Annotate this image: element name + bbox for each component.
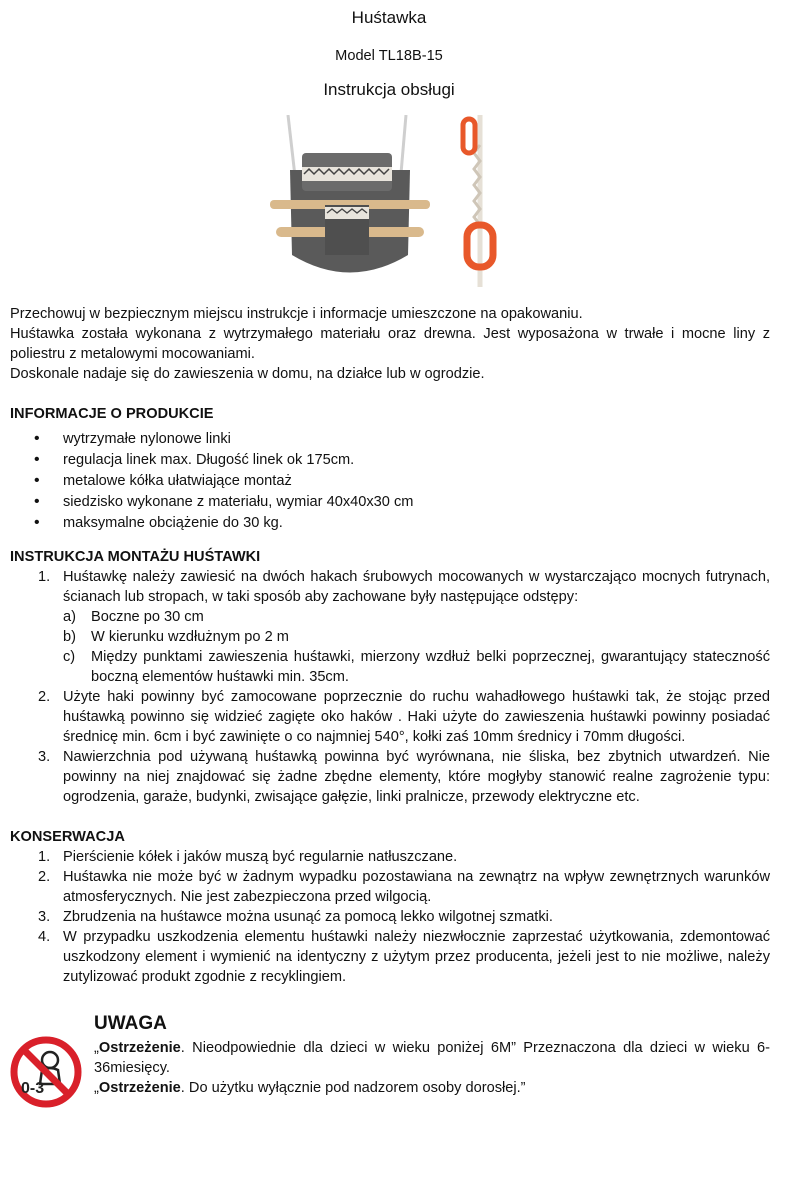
maintenance-step <box>10 847 770 867</box>
maintenance-step <box>10 927 770 987</box>
quote-mark: „ <box>94 1040 99 1056</box>
substep-letter: b) <box>63 629 76 645</box>
warning-text: . Do użytku wyłącznie pod nadzorem osoby dorosłej.” <box>180 1080 526 1096</box>
maintenance-step <box>10 867 770 907</box>
age-restriction-icon <box>10 1036 82 1108</box>
document-title: Huśtawka <box>351 8 427 27</box>
step-number: 3. <box>38 749 51 765</box>
intro-paragraph: Doskonale nadaje się do zawieszenia w domu, na działce lub w ogrodzie. <box>10 366 485 382</box>
assembly-heading: INSTRUKCJA MONTAŻU HUŚTAWKI <box>10 549 261 565</box>
substep-text: Między punktami zawieszenia huśtawki, mierzony wzdłuż belki poprzecznej, gwarantujący stateczność boczną elementów huśtawki min. 35cm. <box>91 649 770 685</box>
step-text: Zbrudzenia na huśtawce można usunąć za pomocą lekko wilgotnej szmatki. <box>63 909 553 925</box>
model-number: Model TL18B-15 <box>335 48 443 64</box>
product-info-section <box>10 404 770 534</box>
substep-text: Boczne po 30 cm <box>91 609 204 625</box>
assembly-substep <box>63 647 770 687</box>
step-number: 4. <box>38 929 51 945</box>
substep-letter: a) <box>63 609 76 625</box>
manual-title: Instrukcja obsługi <box>323 80 455 99</box>
product-info-item: • metalowe kółka ułatwiające montaż <box>10 471 770 492</box>
step-text: Huśtawka nie może być w żadnym wypadku pozostawiana na zewnątrz na wpływ zewnętrznych warunków atmosferycznych. Nie jest zabezpieczona przed wilgocią. <box>63 869 770 905</box>
step-text: Użyte haki powinny być zamocowane poprzecznie do ruchu wahadłowego huśtawki tak, że stojąc przed huśtawką powinno się widzieć zagięte oko haków . Haki użyte do zawieszenia huśtawki powinny posiadać średnicę min. 6cm i być zawinięte o co najmniej 540°, kołki zaś 10mm średnicy i 70mm długości. <box>63 689 770 745</box>
step-number: 1. <box>38 569 51 585</box>
warning-label: Ostrzeżenie <box>98 1040 181 1056</box>
warning-heading: UWAGA <box>94 1013 167 1034</box>
product-info-item: • regulacja linek max. Długość linek ok 175cm. <box>10 450 770 471</box>
assembly-substep <box>63 627 770 647</box>
quote-mark: „ <box>94 1080 99 1096</box>
substep-letter: c) <box>63 649 76 665</box>
warning-line <box>94 1038 770 1078</box>
substep-text: W kierunku wzdłużnym po 2 m <box>91 629 289 645</box>
warning-line <box>94 1078 770 1098</box>
product-info-item: • wytrzymałe nylonowe linki <box>10 429 770 450</box>
warning-label: Ostrzeżenie <box>98 1080 181 1096</box>
assembly-step <box>10 687 770 747</box>
step-number: 2. <box>38 869 51 885</box>
age-range-label: 0-3 <box>21 1080 45 1097</box>
assembly-substep <box>63 607 770 627</box>
step-text: Huśtawkę należy zawiesić na dwóch hakach śrubowych mocowanych w wystarczająco mocnych futrynach, ścianach lub stropach, w taki sposób aby zachowane były następujące odstępy: <box>63 569 770 605</box>
product-info-item: • siedzisko wykonane z materiału, wymiar 40x40x30 cm <box>10 492 770 513</box>
step-number: 2. <box>38 689 51 705</box>
intro-paragraph: Huśtawka została wykonana z wytrzymałego materiału oraz drewna. Jest wyposażona w trwałe i mocne liny z poliestru z metalowymi mocowaniami. <box>10 326 770 362</box>
swing-photo <box>270 115 430 285</box>
product-info-item: • maksymalne obciążenie do 30 kg. <box>10 513 770 534</box>
assembly-step <box>10 747 770 807</box>
maintenance-heading: KONSERWACJA <box>10 829 125 845</box>
assembly-section <box>10 547 770 807</box>
maintenance-step <box>10 907 770 927</box>
step-text: Pierścienie kółek i jaków muszą być regularnie natłuszczane. <box>63 849 458 865</box>
assembly-step <box>10 567 770 687</box>
warning-body <box>94 1038 770 1098</box>
maintenance-section <box>10 827 770 987</box>
step-text: Nawierzchnia pod używaną huśtawką powinna być wyrównana, nie śliska, bez zbytnich utwardzeń. Nie powinny na niej znajdować się żadne zbędne elementy, które mogłyby stanowić realne zagrożenie typu: ogrodzenia, garaże, budynki, zwisające gałęzie, linki pralnicze, przewody elektryczne etc. <box>63 749 770 805</box>
intro-section <box>10 304 770 384</box>
step-number: 1. <box>38 849 51 865</box>
step-number: 3. <box>38 909 51 925</box>
intro-paragraph: Przechowuj w bezpiecznym miejscu instrukcje i informacje umieszczone na opakowaniu. <box>10 306 583 322</box>
product-info-heading: INFORMACJE O PRODUKCIE <box>10 406 214 422</box>
warning-text: . Nieodpowiednie dla dzieci w wieku poniżej 6M” Przeznaczona dla dzieci w wieku 6-36miesięcy. <box>94 1040 770 1076</box>
rope-detail-photo <box>455 115 505 287</box>
step-text: W przypadku uszkodzenia elementu huśtawki należy niezwłocznie zaprzestać użytkowania, zdemontować uszkodzony element i wymienić na identyczny z użytym przez producenta, jeżeli jest to nie możliwe, należy zutylizować produkt zgodnie z recyklingiem. <box>63 929 770 985</box>
